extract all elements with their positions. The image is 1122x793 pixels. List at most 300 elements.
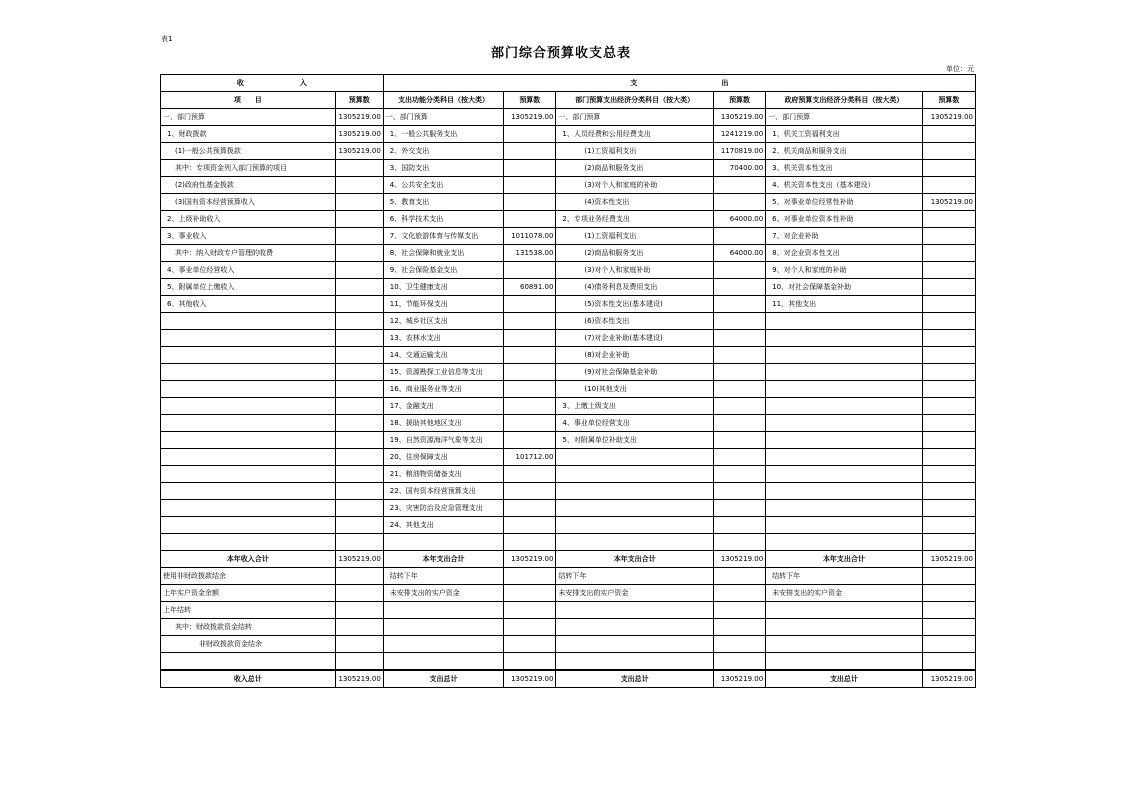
item-label-cell: (8)对企业补助 — [556, 347, 714, 364]
budget-amount-cell — [922, 228, 975, 245]
budget-amount-cell — [504, 517, 556, 534]
table-row — [161, 636, 976, 653]
budget-amount-cell — [713, 279, 765, 296]
item-label-cell — [556, 483, 714, 500]
item-label-cell: 4、事业单位经营收入 — [161, 262, 336, 279]
col-header-budget: 预算数 — [922, 92, 975, 109]
budget-summary-table — [160, 74, 976, 688]
budget-amount-cell: 60891.00 — [504, 279, 556, 296]
budget-amount-cell — [504, 500, 556, 517]
budget-amount-cell — [504, 364, 556, 381]
item-label-cell: 支出总计 — [766, 670, 923, 688]
budget-amount-cell — [713, 398, 765, 415]
budget-amount-cell: 1305219.00 — [922, 194, 975, 211]
item-label-cell — [556, 500, 714, 517]
item-label-cell — [161, 398, 336, 415]
item-label-cell — [161, 483, 336, 500]
budget-amount-cell — [922, 262, 975, 279]
table-row — [161, 432, 976, 449]
budget-amount-cell: 1305219.00 — [713, 670, 765, 688]
table-row — [161, 296, 976, 313]
budget-amount-cell — [335, 517, 383, 534]
table-row — [161, 585, 976, 602]
budget-amount-cell — [335, 619, 383, 636]
table-row — [161, 381, 976, 398]
budget-amount-cell — [922, 517, 975, 534]
budget-amount-cell — [922, 160, 975, 177]
item-label-cell: 6、其他收入 — [161, 296, 336, 313]
table-row — [161, 330, 976, 347]
table-row — [161, 602, 976, 619]
table-row — [161, 568, 976, 585]
item-label-cell: 3、事业收入 — [161, 228, 336, 245]
budget-amount-cell — [922, 415, 975, 432]
item-label-cell: 15、资源勘探工业信息等支出 — [383, 364, 503, 381]
budget-amount-cell: 1305219.00 — [335, 551, 383, 568]
budget-amount-cell — [504, 636, 556, 653]
item-label-cell — [766, 432, 923, 449]
item-label-cell: 18、援助其他地区支出 — [383, 415, 503, 432]
item-label-cell — [383, 619, 503, 636]
item-label-cell: 3、上缴上级支出 — [556, 398, 714, 415]
item-label-cell: 8、社会保障和就业支出 — [383, 245, 503, 262]
item-label-cell — [556, 517, 714, 534]
item-label-cell: 3、机关资本性支出 — [766, 160, 923, 177]
item-label-cell: 19、自然资源海洋气象等支出 — [383, 432, 503, 449]
budget-amount-cell: 1305219.00 — [504, 109, 556, 126]
budget-amount-cell — [504, 177, 556, 194]
table-row — [161, 347, 976, 364]
budget-amount-cell — [922, 449, 975, 466]
item-label-cell: 5、教育支出 — [383, 194, 503, 211]
item-label-cell: 4、事业单位经营支出 — [556, 415, 714, 432]
item-label-cell — [161, 432, 336, 449]
item-label-cell — [161, 449, 336, 466]
table-row — [161, 415, 976, 432]
budget-amount-cell — [504, 483, 556, 500]
item-label-cell: (9)对社会保障基金补助 — [556, 364, 714, 381]
item-label-cell: (4)资本性支出 — [556, 194, 714, 211]
budget-amount-cell — [713, 364, 765, 381]
item-label-cell — [766, 381, 923, 398]
budget-amount-cell — [335, 534, 383, 551]
table-row — [161, 228, 976, 245]
item-label-cell: 一、部门预算 — [383, 109, 503, 126]
budget-amount-cell — [504, 296, 556, 313]
budget-amount-cell — [504, 398, 556, 415]
item-label-cell — [766, 653, 923, 671]
budget-amount-cell — [713, 636, 765, 653]
item-label-cell: 其中：财政拨款资金结转 — [161, 619, 336, 636]
item-label-cell: 11、节能环保支出 — [383, 296, 503, 313]
budget-amount-cell: 1170819.00 — [713, 143, 765, 160]
table-row — [161, 194, 976, 211]
budget-amount-cell — [504, 568, 556, 585]
budget-amount-cell — [713, 262, 765, 279]
item-label-cell: (3)国有资本经营预算收入 — [161, 194, 336, 211]
budget-amount-cell: 1305219.00 — [335, 143, 383, 160]
budget-amount-cell — [335, 211, 383, 228]
item-label-cell — [766, 517, 923, 534]
item-label-cell: 结转下年 — [766, 568, 923, 585]
budget-amount-cell — [335, 449, 383, 466]
table-row — [161, 245, 976, 262]
budget-amount-cell — [504, 211, 556, 228]
budget-amount-cell — [922, 279, 975, 296]
budget-amount-cell — [335, 398, 383, 415]
budget-amount-cell — [504, 534, 556, 551]
item-label-cell — [766, 398, 923, 415]
item-label-cell: 5、对附属单位补助支出 — [556, 432, 714, 449]
unit-label: 单位：元 — [946, 65, 974, 73]
item-label-cell: 1、机关工资福利支出 — [766, 126, 923, 143]
item-label-cell — [766, 313, 923, 330]
item-label-cell — [766, 415, 923, 432]
budget-amount-cell: 1305219.00 — [335, 670, 383, 688]
budget-amount-cell — [504, 619, 556, 636]
item-label-cell: 5、对事业单位经常性补助 — [766, 194, 923, 211]
item-label-cell: 12、城乡社区支出 — [383, 313, 503, 330]
item-label-cell: (10)其他支出 — [556, 381, 714, 398]
item-label-cell — [556, 602, 714, 619]
item-label-cell: 7、对企业补助 — [766, 228, 923, 245]
item-label-cell: 6、科学技术支出 — [383, 211, 503, 228]
table-row — [161, 279, 976, 296]
col-header-budget: 预算数 — [713, 92, 765, 109]
budget-amount-cell — [335, 228, 383, 245]
item-label-cell — [383, 534, 503, 551]
budget-amount-cell — [713, 534, 765, 551]
item-label-cell — [383, 653, 503, 671]
item-label-cell: 未安排支出的实户资金 — [383, 585, 503, 602]
budget-amount-cell — [335, 313, 383, 330]
item-label-cell — [383, 602, 503, 619]
budget-amount-cell — [922, 602, 975, 619]
item-label-cell: 本年支出合计 — [766, 551, 923, 568]
table-row — [161, 483, 976, 500]
budget-amount-cell — [335, 653, 383, 671]
item-label-cell — [556, 619, 714, 636]
item-label-cell — [161, 500, 336, 517]
budget-amount-cell: 64000.00 — [713, 211, 765, 228]
item-label-cell — [766, 534, 923, 551]
budget-amount-cell — [713, 568, 765, 585]
budget-amount-cell: 101712.00 — [504, 449, 556, 466]
table-row — [161, 143, 976, 160]
item-label-cell: (1)工资福利支出 — [556, 228, 714, 245]
budget-amount-cell — [713, 500, 765, 517]
item-label-cell — [161, 653, 336, 671]
item-label-cell — [556, 534, 714, 551]
budget-amount-cell — [713, 228, 765, 245]
budget-amount-cell — [335, 364, 383, 381]
item-label-cell: (1)工资福利支出 — [556, 143, 714, 160]
budget-amount-cell — [922, 143, 975, 160]
budget-amount-cell — [922, 636, 975, 653]
item-label-cell: 1、一般公共服务支出 — [383, 126, 503, 143]
table-row — [161, 160, 976, 177]
item-label-cell — [161, 313, 336, 330]
item-label-cell — [161, 415, 336, 432]
item-label-cell: 1、人员经费和公用经费支出 — [556, 126, 714, 143]
section-header-row — [161, 75, 976, 92]
item-label-cell — [766, 619, 923, 636]
budget-amount-cell — [922, 568, 975, 585]
item-label-cell: 2、外交支出 — [383, 143, 503, 160]
budget-amount-cell: 70400.00 — [713, 160, 765, 177]
table-row — [161, 262, 976, 279]
budget-amount-cell — [504, 415, 556, 432]
budget-amount-cell — [504, 262, 556, 279]
grand-total-row — [161, 670, 976, 688]
item-label-cell: 一、部门预算 — [161, 109, 336, 126]
budget-amount-cell — [922, 381, 975, 398]
budget-amount-cell — [504, 466, 556, 483]
budget-amount-cell — [713, 432, 765, 449]
item-label-cell: 23、灾害防治及应急管理支出 — [383, 500, 503, 517]
budget-amount-cell — [922, 296, 975, 313]
item-label-cell: 1、财政拨款 — [161, 126, 336, 143]
budget-amount-cell — [922, 466, 975, 483]
budget-amount-cell — [713, 466, 765, 483]
budget-amount-cell — [713, 602, 765, 619]
item-label-cell: 24、其他支出 — [383, 517, 503, 534]
item-label-cell: 未安排支出的实户资金 — [766, 585, 923, 602]
col-header-dept-econ: 部门预算支出经济分类科目（按大类） — [556, 92, 714, 109]
item-label-cell: (2)商品和服务支出 — [556, 160, 714, 177]
budget-amount-cell — [922, 313, 975, 330]
budget-amount-cell — [504, 381, 556, 398]
budget-amount-cell — [504, 160, 556, 177]
item-label-cell: 11、其他支出 — [766, 296, 923, 313]
item-label-cell — [161, 534, 336, 551]
budget-amount-cell — [504, 653, 556, 671]
item-label-cell: 20、住房保障支出 — [383, 449, 503, 466]
budget-amount-cell — [922, 585, 975, 602]
budget-amount-cell — [713, 585, 765, 602]
item-label-cell — [556, 466, 714, 483]
table-row — [161, 653, 976, 671]
budget-amount-cell — [922, 245, 975, 262]
annual-total-row — [161, 551, 976, 568]
budget-amount-cell — [713, 653, 765, 671]
budget-amount-cell — [504, 585, 556, 602]
budget-amount-cell: 1305219.00 — [922, 109, 975, 126]
item-label-cell: 2、上级补助收入 — [161, 211, 336, 228]
item-label-cell: 7、文化旅游体育与传媒支出 — [383, 228, 503, 245]
item-label-cell: 13、农林水支出 — [383, 330, 503, 347]
col-header-budget: 预算数 — [504, 92, 556, 109]
budget-amount-cell — [713, 619, 765, 636]
item-label-cell: 本年支出合计 — [383, 551, 503, 568]
item-label-cell — [766, 483, 923, 500]
budget-amount-cell — [504, 126, 556, 143]
item-label-cell — [161, 517, 336, 534]
item-label-cell — [161, 381, 336, 398]
table-row — [161, 517, 976, 534]
col-header-item: 项 目 — [161, 92, 336, 109]
item-label-cell: 5、附属单位上缴收入 — [161, 279, 336, 296]
item-label-cell: 支出总计 — [556, 670, 714, 688]
budget-amount-cell: 1305219.00 — [713, 109, 765, 126]
budget-amount-cell — [335, 262, 383, 279]
item-label-cell: (3)对个人和家庭补助 — [556, 262, 714, 279]
item-label-cell: (2)商品和服务支出 — [556, 245, 714, 262]
income-section-header: 收 入 — [161, 75, 384, 92]
budget-amount-cell — [922, 177, 975, 194]
item-label-cell: 4、机关资本性支出（基本建设） — [766, 177, 923, 194]
item-label-cell — [556, 449, 714, 466]
item-label-cell: 一、部门预算 — [766, 109, 923, 126]
item-label-cell: 使用非财政拨款结余 — [161, 568, 336, 585]
item-label-cell: (7)对企业补助(基本建设) — [556, 330, 714, 347]
item-label-cell — [766, 500, 923, 517]
budget-amount-cell — [504, 347, 556, 364]
budget-amount-cell — [504, 602, 556, 619]
item-label-cell: 21、粮油物资储备支出 — [383, 466, 503, 483]
item-label-cell: (6)资本性支出 — [556, 313, 714, 330]
budget-amount-cell: 131538.00 — [504, 245, 556, 262]
budget-amount-cell — [922, 500, 975, 517]
item-label-cell — [766, 364, 923, 381]
item-label-cell: 16、商业服务业等支出 — [383, 381, 503, 398]
item-label-cell: 10、卫生健康支出 — [383, 279, 503, 296]
item-label-cell: 上年实户资金余额 — [161, 585, 336, 602]
item-label-cell — [556, 636, 714, 653]
item-label-cell: 10、对社会保障基金补助 — [766, 279, 923, 296]
item-label-cell — [766, 449, 923, 466]
item-label-cell: 9、对个人和家庭的补助 — [766, 262, 923, 279]
budget-amount-cell: 1305219.00 — [922, 551, 975, 568]
budget-amount-cell — [504, 194, 556, 211]
column-header-row — [161, 92, 976, 109]
budget-amount-cell — [335, 330, 383, 347]
table-number: 表1 — [161, 35, 173, 43]
item-label-cell: 其中：专项资金列入部门预算的项目 — [161, 160, 336, 177]
budget-amount-cell — [335, 568, 383, 585]
budget-amount-cell: 1011078.00 — [504, 228, 556, 245]
item-label-cell: (2)政府性基金拨款 — [161, 177, 336, 194]
budget-amount-cell — [335, 466, 383, 483]
budget-amount-cell — [335, 279, 383, 296]
budget-amount-cell — [713, 381, 765, 398]
budget-amount-cell — [335, 194, 383, 211]
item-label-cell: 结转下年 — [383, 568, 503, 585]
budget-amount-cell — [335, 347, 383, 364]
item-label-cell — [556, 653, 714, 671]
budget-amount-cell — [922, 534, 975, 551]
budget-amount-cell — [713, 449, 765, 466]
item-label-cell: 收入总计 — [161, 670, 336, 688]
budget-amount-cell — [713, 347, 765, 364]
budget-amount-cell — [713, 330, 765, 347]
budget-amount-cell — [922, 330, 975, 347]
item-label-cell: 上年结转 — [161, 602, 336, 619]
budget-amount-cell — [335, 160, 383, 177]
budget-amount-cell: 1305219.00 — [922, 670, 975, 688]
item-label-cell: 22、国有资本经营预算支出 — [383, 483, 503, 500]
item-label-cell — [161, 364, 336, 381]
budget-amount-cell — [335, 432, 383, 449]
table-row — [161, 211, 976, 228]
budget-amount-cell — [713, 296, 765, 313]
table-row — [161, 398, 976, 415]
budget-amount-cell — [335, 602, 383, 619]
budget-amount-cell — [922, 619, 975, 636]
item-label-cell: 非财政拨款资金结余 — [161, 636, 336, 653]
item-label-cell: 支出总计 — [383, 670, 503, 688]
budget-amount-cell — [335, 177, 383, 194]
budget-amount-cell — [922, 398, 975, 415]
item-label-cell: 未安排支出的实户资金 — [556, 585, 714, 602]
budget-amount-cell — [922, 653, 975, 671]
budget-amount-cell — [922, 347, 975, 364]
budget-amount-cell — [504, 330, 556, 347]
item-label-cell — [766, 602, 923, 619]
item-label-cell: (1)一般公共预算拨款 — [161, 143, 336, 160]
item-label-cell: 8、对企业资本性支出 — [766, 245, 923, 262]
budget-amount-cell: 1305219.00 — [504, 551, 556, 568]
item-label-cell: (4)债务利息及费用支出 — [556, 279, 714, 296]
budget-amount-cell — [713, 517, 765, 534]
budget-amount-cell — [504, 432, 556, 449]
item-label-cell: 一、部门预算 — [556, 109, 714, 126]
budget-amount-cell — [504, 313, 556, 330]
budget-amount-cell — [335, 500, 383, 517]
item-label-cell: 4、公共安全支出 — [383, 177, 503, 194]
budget-amount-cell — [922, 432, 975, 449]
budget-amount-cell — [335, 483, 383, 500]
col-header-func: 支出功能分类科目（按大类） — [383, 92, 503, 109]
page-title: 部门综合预算收支总表 — [490, 46, 631, 61]
budget-amount-cell — [713, 194, 765, 211]
item-label-cell: 14、交通运输支出 — [383, 347, 503, 364]
budget-amount-cell — [922, 483, 975, 500]
item-label-cell: 17、金融支出 — [383, 398, 503, 415]
item-label-cell — [766, 636, 923, 653]
item-label-cell: 结转下年 — [556, 568, 714, 585]
budget-amount-cell — [335, 585, 383, 602]
item-label-cell — [766, 330, 923, 347]
item-label-cell — [383, 636, 503, 653]
budget-amount-cell — [335, 636, 383, 653]
table-row — [161, 109, 976, 126]
item-label-cell — [161, 330, 336, 347]
budget-amount-cell: 1305219.00 — [335, 109, 383, 126]
item-label-cell: (5)资本性支出(基本建设) — [556, 296, 714, 313]
table-row — [161, 177, 976, 194]
budget-amount-cell — [713, 415, 765, 432]
budget-amount-cell — [335, 296, 383, 313]
item-label-cell — [766, 466, 923, 483]
item-label-cell: 9、社会保险基金支出 — [383, 262, 503, 279]
item-label-cell: 本年支出合计 — [556, 551, 714, 568]
budget-amount-cell — [335, 415, 383, 432]
item-label-cell: 3、国防支出 — [383, 160, 503, 177]
budget-amount-cell — [713, 483, 765, 500]
table-row — [161, 364, 976, 381]
item-label-cell: 2、机关商品和服务支出 — [766, 143, 923, 160]
budget-amount-cell — [922, 126, 975, 143]
table-row — [161, 313, 976, 330]
budget-amount-cell — [713, 313, 765, 330]
budget-amount-cell — [504, 143, 556, 160]
table-row — [161, 500, 976, 517]
table-row — [161, 126, 976, 143]
budget-amount-cell — [922, 364, 975, 381]
budget-amount-cell: 1305219.00 — [504, 670, 556, 688]
table-row — [161, 534, 976, 551]
